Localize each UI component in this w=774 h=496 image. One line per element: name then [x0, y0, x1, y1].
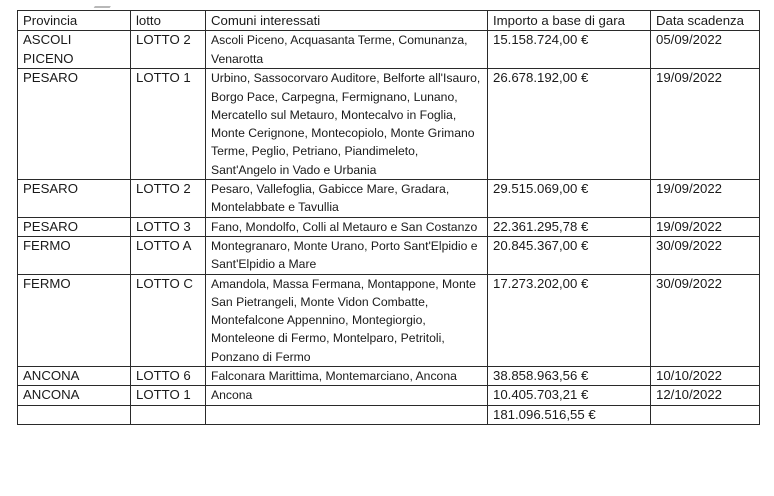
cell-provincia: FERMO: [18, 237, 131, 275]
header-row: [18, 11, 760, 31]
cell-comuni: Falconara Marittima, Montemarciano, Ancona: [206, 367, 488, 386]
cell-comuni: Montegranaro, Monte Urano, Porto Sant'Elpidio e Sant'Elpidio a Mare: [206, 237, 488, 275]
cell-importo: 15.158.724,00 €: [488, 31, 651, 69]
cell-importo: 26.678.192,00 €: [488, 69, 651, 180]
table-row: [18, 217, 760, 236]
cell-data: 30/09/2022: [651, 237, 760, 275]
table-row: [18, 180, 760, 218]
cell-empty: [131, 405, 206, 424]
header-comuni: Comuni interessati: [206, 11, 488, 31]
cell-comuni: Ancona: [206, 386, 488, 405]
cell-data: 05/09/2022: [651, 31, 760, 69]
cell-provincia: PESARO: [18, 69, 131, 180]
cell-lotto: LOTTO 6: [131, 367, 206, 386]
cell-provincia: ANCONA: [18, 386, 131, 405]
cell-comuni: Pesaro, Vallefoglia, Gabicce Mare, Gradara, Montelabbate e Tavullia: [206, 180, 488, 218]
cell-data: 30/09/2022: [651, 274, 760, 366]
cell-comuni: Ascoli Piceno, Acquasanta Terme, Comunanza, Venarotta: [206, 31, 488, 69]
cell-empty: [651, 405, 760, 424]
cell-data: 10/10/2022: [651, 367, 760, 386]
gare-table: [17, 10, 760, 425]
table-row: [18, 69, 760, 180]
table-row: [18, 237, 760, 275]
header-importo: Importo a base di gara: [488, 11, 651, 31]
table-row: [18, 367, 760, 386]
header-data-scadenza: Data scadenza: [651, 11, 760, 31]
table-row: [18, 386, 760, 405]
header-lotto: lotto: [131, 11, 206, 31]
cell-importo: 38.858.963,56 €: [488, 367, 651, 386]
cell-lotto: LOTTO 2: [131, 180, 206, 218]
cell-lotto: LOTTO A: [131, 237, 206, 275]
cell-importo: 17.273.202,00 €: [488, 274, 651, 366]
cell-provincia: FERMO: [18, 274, 131, 366]
cell-importo: 22.361.295,78 €: [488, 217, 651, 236]
cell-importo: 10.405.703,21 €: [488, 386, 651, 405]
table-row: [18, 31, 760, 69]
cell-provincia: ASCOLI PICENO: [18, 31, 131, 69]
cell-importo: 20.845.367,00 €: [488, 237, 651, 275]
cell-provincia: ANCONA: [18, 367, 131, 386]
cell-total-importo: 181.096.516,55 €: [488, 405, 651, 424]
cell-lotto: LOTTO 1: [131, 69, 206, 180]
cell-importo: 29.515.069,00 €: [488, 180, 651, 218]
cell-data: 19/09/2022: [651, 217, 760, 236]
header-provincia: Provincia: [18, 11, 131, 31]
cell-data: 19/09/2022: [651, 180, 760, 218]
cell-lotto: LOTTO C: [131, 274, 206, 366]
cell-lotto: LOTTO 2: [131, 31, 206, 69]
cell-data: 12/10/2022: [651, 386, 760, 405]
cell-empty: [206, 405, 488, 424]
cell-lotto: LOTTO 1: [131, 386, 206, 405]
cell-empty: [18, 405, 131, 424]
scan-mark: [94, 0, 115, 8]
cell-comuni: Fano, Mondolfo, Colli al Metauro e San Costanzo: [206, 217, 488, 236]
cell-data: 19/09/2022: [651, 69, 760, 180]
cell-provincia: PESARO: [18, 180, 131, 218]
cell-provincia: PESARO: [18, 217, 131, 236]
cell-lotto: LOTTO 3: [131, 217, 206, 236]
cell-comuni: Amandola, Massa Fermana, Montappone, Monte San Pietrangeli, Monte Vidon Combatte, Montefalcone Appennino, Montegiorgio, Monteleone di Fermo, Montelparo, Petritoli, Ponzano di Fermo: [206, 274, 488, 366]
cell-comuni: Urbino, Sassocorvaro Auditore, Belforte all'Isauro, Borgo Pace, Carpegna, Fermignano, Lunano, Mercatello sul Metauro, Montecalvo in Foglia, Monte Cerignone, Montecopiolo, Monte Grimano Terme, Peglio, Petriano, Piandimeleto, Sant'Angelo in Vado e Urbania: [206, 69, 488, 180]
total-row: [18, 405, 760, 424]
table-row: [18, 274, 760, 366]
